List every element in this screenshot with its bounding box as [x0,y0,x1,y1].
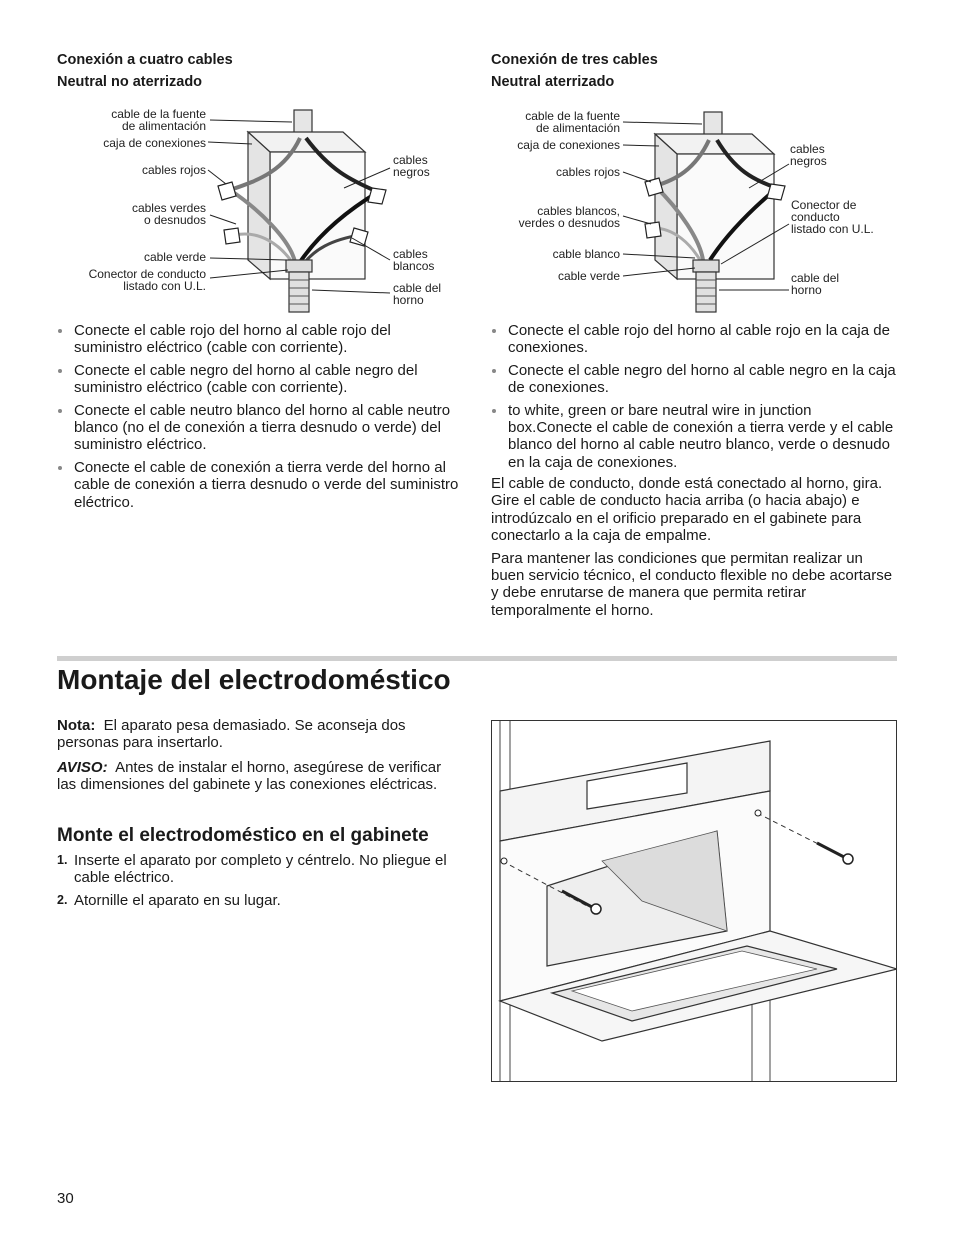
label-red-wires: cables rojos [141,163,206,177]
step-item [57,892,462,909]
four-wire-instructions [57,322,462,516]
note [57,717,462,752]
four-wire-subheading: Neutral no aterrizado [57,74,203,90]
list-item: Conecte el cable de conexión a tierra verde del horno al cable de conexión a tierra desnudo o verde del suministro eléctrico. [57,459,462,511]
label-conduit-connector: Conector de conducto listado con U.L. [88,267,206,293]
label-junction-box: caja de conexiones [517,138,620,152]
section-divider [57,656,897,661]
label-oven-cable: cable del horno [791,271,840,297]
step-text: Atornille el aparato en su lugar. [74,891,281,909]
list-item: Conecte el cable rojo del horno al cable rojo del suministro eléctrico (cable con corriente). [57,322,462,357]
label-power-supply-cable: cable de la fuente de alimentación [525,109,620,135]
warning-text: Antes de instalar el horno, asegúrese de verificar las dimensiones del gabinete y las conexiones eléctricas. [57,759,442,794]
oven-in-cabinet-drawing [492,721,896,1081]
list-item: Conecte el cable negro del horno al cable negro del suministro eléctrico (cable con corriente). [57,362,462,397]
list-item: Conecte el cable negro del horno al cable negro en la caja de conexiones. [491,362,897,397]
three-wire-heading: Conexión de tres cables [491,52,658,68]
label-red-wires: cables rojos [555,165,620,179]
label-junction-box: caja de conexiones [103,136,206,150]
section-title: Montaje del electrodoméstico [57,664,451,695]
label-green-bare-wires: cables verdes o desnudos [131,201,206,227]
warning-label: AVISO: [57,759,108,776]
step-text: Inserte el aparato por completo y céntrelo. No pliegue el cable eléctrico. [74,852,447,887]
four-wire-heading: Conexión a cuatro cables [57,52,233,68]
service-paragraph: Para mantener las condiciones que permitan realizar un buen servicio técnico, el conducto flexible no debe acortarse y debe enrutarse de manera que permita retirar temporalmente el horno. [491,549,893,619]
list-item: to white, green or bare neutral wire in junction box.Conecte el cable de conexión a tierra verde y el cable blanco del horno al cable neutro blanco, verde o desnudo en la caja de conexiones. [491,402,897,472]
label-black-wires: cables negros [790,142,827,168]
label-white-green-bare-wires: cables blancos, verdes o desnudos [518,204,620,230]
label-green-wire: cable verde [557,269,620,283]
step-item [57,852,462,887]
install-steps [57,852,462,914]
oven-installation-illustration [491,720,897,1082]
list-item: Conecte el cable rojo del horno al cable rojo en la caja de conexiones. [491,322,897,357]
screw-right-icon [817,843,853,864]
label-green-wire: cable verde [143,250,206,264]
conduit-paragraph: El cable de conducto, donde está conectado al horno, gira. Gire el cable de conducto hacia arriba (o hacia abajo) e introdúzcalo en el orificio preparado en el gabinete para conectarlo a la caja de empalme. [491,475,883,545]
three-wire-subheading: Neutral aterrizado [491,74,615,90]
three-wire-instructions [491,322,897,476]
label-white-wire: cable blanco [552,247,620,261]
label-oven-cable: cable del horno [393,281,442,307]
label-power-supply-cable: cable de la fuente de alimentación [111,107,206,133]
label-white-wires: cables blancos [393,247,435,273]
note-label: Nota: [57,717,96,734]
step-number: 1. [57,853,68,867]
step-number: 2. [57,892,68,907]
note-text: El aparato pesa demasiado. Se aconseja dos personas para insertarlo. [57,717,406,752]
list-item: Conecte el cable neutro blanco del horno al cable neutro blanco (no el de conexión a tierra desnudo o verde) del suministro eléctrico. [57,402,462,454]
page-number: 30 [57,1190,74,1207]
warning [57,759,462,794]
label-black-wires: cables negros [393,153,430,179]
label-conduit-connector: Conector de conducto listado con U.L. [791,198,874,236]
subsection-title: Monte el electrodoméstico en el gabinete [57,825,429,846]
conduit-notes [491,475,897,624]
